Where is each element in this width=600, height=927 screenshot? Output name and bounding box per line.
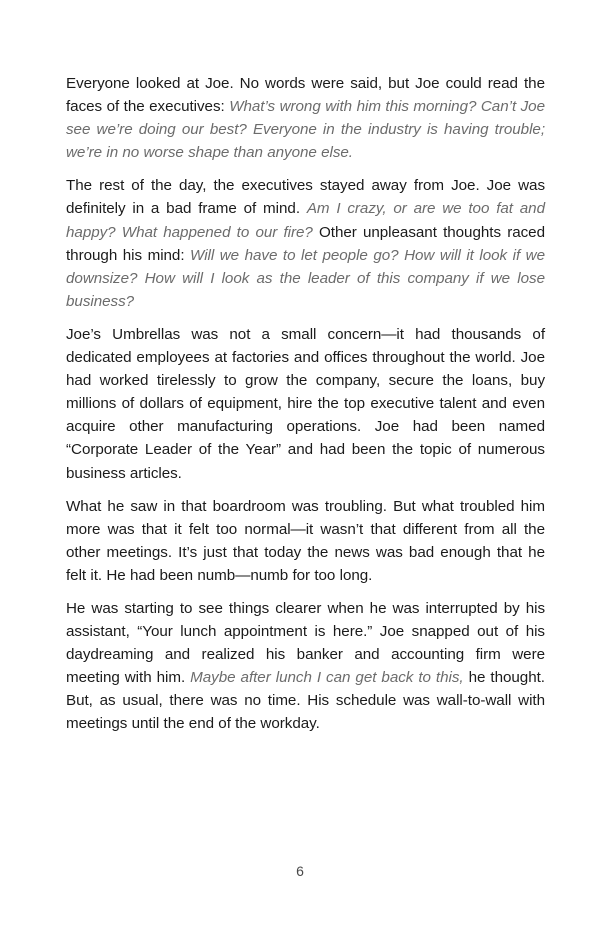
paragraph-p1 <box>66 72 545 164</box>
narration-run: Joe’s Umbrellas was not a small concern—it had thousands of dedicated employees at factories and offices throughout the world. Joe had worked tirelessly to grow the company, secure the loans, buy millions of dollars of equipment, hire the top executive talent and even acquire other manufacturing operations. Joe had been named “Corporate Leader of the Year” and had been the topic of numerous business articles. <box>66 325 545 482</box>
paragraph-p2 <box>66 174 545 313</box>
narration-run: he thought. But, as usual, there was no time. His schedule was wall-to-wall with meetings until the end of the workday. <box>66 669 545 733</box>
narration-run: The rest of the day, the executives stayed away from Joe. Joe was definitely in a bad frame of mind. <box>66 177 545 218</box>
paragraph-p5 <box>66 597 545 736</box>
inner-thought-run: Will we have to let people go? How will it look if we downsize? How will I look as the leader of this company if we lose business? <box>66 246 545 310</box>
narration-run: Other unpleasant thoughts raced through his mind: <box>66 223 545 264</box>
page-number: 6 <box>296 863 304 879</box>
paragraph-p3 <box>66 323 545 485</box>
inner-thought-run: Am I crazy, or are we too fat and happy? What happened to our fire? <box>66 200 545 241</box>
inner-thought-run: Maybe after lunch I can get back to this, <box>190 669 469 687</box>
inner-thought-run: What’s wrong with him this morning? Can’t Joe see we’re doing our best? Everyone in the industry is having trouble; we’re in no worse shape than anyone else. <box>66 98 545 162</box>
paragraph-p4 <box>66 495 545 587</box>
narration-run: What he saw in that boardroom was troubling. But what troubled him more was that it felt too normal—it wasn’t that different from all the other meetings. It’s just that today the news was bad enough that he felt it. He had been numb—numb for too long. <box>66 497 545 584</box>
narration-run: Everyone looked at Joe. No words were said, but Joe could read the faces of the executives: <box>66 75 545 116</box>
page-body-text <box>66 72 545 736</box>
narration-run: He was starting to see things clearer when he was interrupted by his assistant, “Your lunch appointment is here.” Joe snapped out of his daydreaming and realized his banker and accounting firm were meeting with him. <box>66 599 545 687</box>
